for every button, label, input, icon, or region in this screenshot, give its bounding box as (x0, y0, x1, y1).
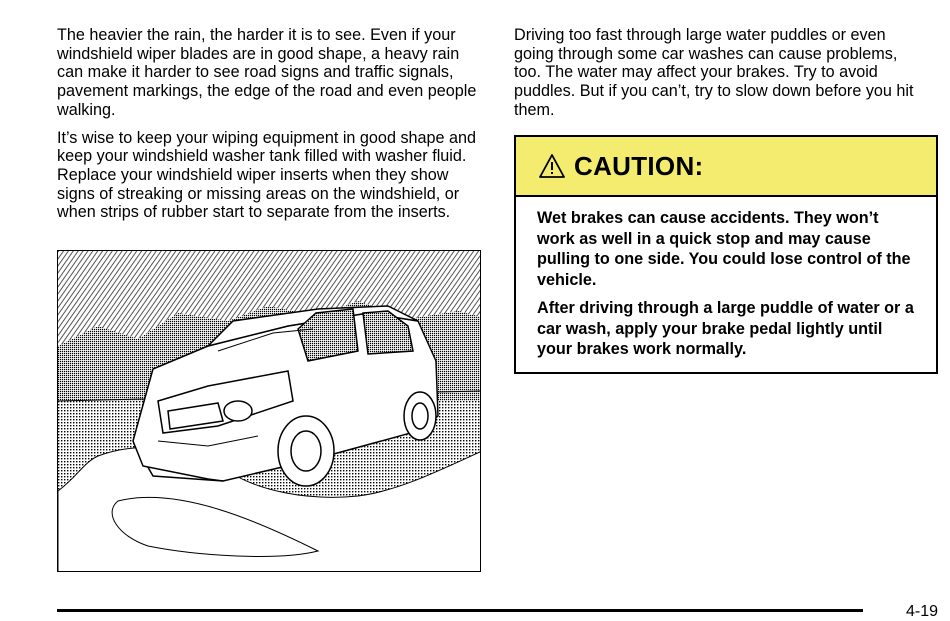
paragraph-wiper-maintenance: It’s wise to keep your wiping equipment in good shape and keep your windshield washer tank filled with washer fluid. Replace your windshield wiper inserts when they show signs of streaking or missing areas on the windshield, or when strips of rubber start to separate from the inserts. (57, 128, 477, 222)
caution-title: CAUTION: (574, 150, 704, 181)
caution-paragraph-apply-brakes: After driving through a large puddle of water or a car wash, apply your brake pedal lightly until your brakes work normally. (537, 299, 914, 358)
footer-rule (57, 609, 863, 612)
page-number: 4-19 (906, 603, 939, 620)
paragraph-puddles: Driving too fast through large water puddles or even going through some car washes can cause problems, too. The water may affect your brakes. Try to avoid puddles. But if you can’t, try to slow down before you hit them. (514, 26, 914, 119)
warning-triangle-icon (538, 153, 566, 179)
car-puddle-illustration (57, 250, 481, 572)
right-text-column (514, 26, 924, 120)
caution-paragraph-wet-brakes: Wet brakes can cause accidents. They won’t work as well in a quick stop and may cause pulling to one side. You could lose control of the vehicle. (537, 209, 911, 289)
caution-body (516, 197, 936, 360)
caution-box (514, 135, 938, 374)
caution-header (516, 137, 936, 197)
left-text-column (57, 26, 487, 231)
paragraph-rain-visibility: The heavier the rain, the harder it is to see. Even if your windshield wiper blades are in good shape, a heavy rain can make it harder to see road signs and traffic signals, pavement markings, the edge of the road and even people walking. (57, 26, 477, 119)
